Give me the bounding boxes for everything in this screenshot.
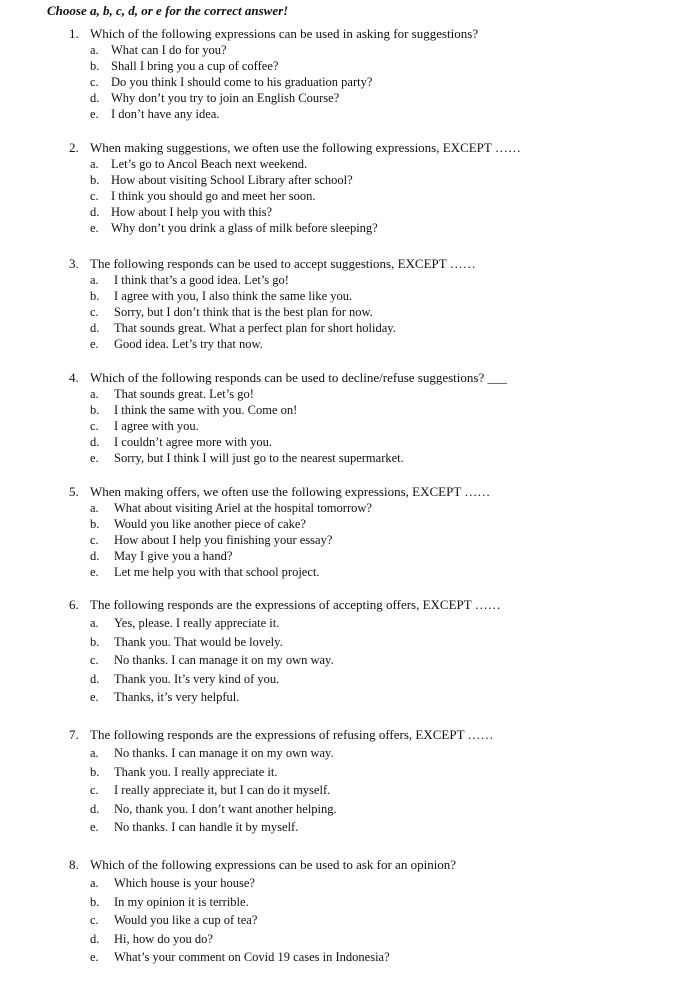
option-letter: d. xyxy=(90,549,100,563)
question-line xyxy=(0,370,699,387)
option-text: Which house is your house? xyxy=(114,876,255,890)
option-letter: e. xyxy=(90,221,99,235)
instruction: Choose a, b, c, d, or e for the correct answer! xyxy=(47,3,289,18)
option-text: I think you should go and meet her soon. xyxy=(111,189,316,203)
option-d[interactable] xyxy=(0,672,699,690)
question-1 xyxy=(0,26,699,123)
option-a[interactable] xyxy=(0,501,699,517)
option-text: Yes, please. I really appreciate it. xyxy=(114,616,280,630)
question-text: Which of the following expressions can be used in asking for suggestions? xyxy=(90,26,479,41)
option-text: No thanks. I can manage it on my own way. xyxy=(114,653,334,667)
option-letter: b. xyxy=(90,517,100,531)
question-line xyxy=(0,857,699,876)
option-c[interactable] xyxy=(0,419,699,435)
option-text: How about I help you with this? xyxy=(111,205,273,219)
question-text: Which of the following expressions can be used to ask for an opinion? xyxy=(90,857,457,872)
question-number: 4. xyxy=(69,370,79,385)
question-line xyxy=(0,727,699,746)
option-letter: b. xyxy=(90,765,100,779)
option-d[interactable] xyxy=(0,802,699,820)
question-3 xyxy=(0,256,699,353)
option-text: Would you like a cup of tea? xyxy=(114,913,258,927)
option-letter: a. xyxy=(90,387,99,401)
option-letter: c. xyxy=(90,189,99,203)
option-text: Thanks, it’s very helpful. xyxy=(114,690,240,704)
option-letter: e. xyxy=(90,451,99,465)
option-text: Why don’t you try to join an English Course? xyxy=(111,91,340,105)
option-d[interactable] xyxy=(0,205,699,221)
option-letter: a. xyxy=(90,501,99,515)
question-text: The following responds are the expressions of accepting offers, EXCEPT …… xyxy=(90,597,501,612)
question-line xyxy=(0,256,699,273)
option-a[interactable] xyxy=(0,616,699,635)
option-text: I couldn’t agree more with you. xyxy=(114,435,273,449)
option-letter: d. xyxy=(90,321,100,335)
option-text: I agree with you. xyxy=(114,419,199,433)
option-text: In my opinion it is terrible. xyxy=(114,895,249,909)
option-e[interactable] xyxy=(0,221,699,237)
option-letter: b. xyxy=(90,59,100,73)
option-letter: c. xyxy=(90,75,99,89)
option-b[interactable] xyxy=(0,403,699,419)
option-text: That sounds great. What a perfect plan for short holiday. xyxy=(114,321,396,335)
option-letter: b. xyxy=(90,635,100,649)
option-letter: d. xyxy=(90,932,100,946)
option-d[interactable] xyxy=(0,91,699,107)
question-number: 5. xyxy=(69,484,79,499)
option-e[interactable] xyxy=(0,820,699,838)
option-text: Thank you. I really appreciate it. xyxy=(114,765,278,779)
question-line xyxy=(0,26,699,43)
option-text: I really appreciate it, but I can do it myself. xyxy=(114,783,331,797)
option-letter: c. xyxy=(90,913,99,927)
option-text: Would you like another piece of cake? xyxy=(114,517,306,531)
option-b[interactable] xyxy=(0,635,699,653)
option-e[interactable] xyxy=(0,690,699,708)
question-number: 6. xyxy=(69,597,79,612)
question-number: 1. xyxy=(69,26,79,41)
question-line xyxy=(0,597,699,616)
question-text: Which of the following responds can be used to decline/refuse suggestions? ___ xyxy=(90,370,507,385)
option-e[interactable] xyxy=(0,565,699,581)
question-2 xyxy=(0,140,699,237)
option-text: How about visiting School Library after school? xyxy=(111,173,353,187)
option-c[interactable] xyxy=(0,533,699,549)
option-text: No, thank you. I don’t want another helping. xyxy=(114,802,337,816)
option-text: I think that’s a good idea. Let’s go! xyxy=(114,273,289,287)
option-e[interactable] xyxy=(0,451,699,467)
option-letter: b. xyxy=(90,173,100,187)
option-c[interactable] xyxy=(0,783,699,802)
option-letter: a. xyxy=(90,273,99,287)
option-a[interactable] xyxy=(0,157,699,173)
option-text: I think the same with you. Come on! xyxy=(114,403,298,417)
question-8 xyxy=(0,857,699,968)
option-text: Thank you. It’s very kind of you. xyxy=(114,672,280,686)
option-text: Thank you. That would be lovely. xyxy=(114,635,283,649)
option-letter: e. xyxy=(90,565,99,579)
option-text: Let’s go to Ancol Beach next weekend. xyxy=(111,157,308,171)
option-letter: d. xyxy=(90,802,100,816)
option-a[interactable] xyxy=(0,387,699,403)
option-letter: d. xyxy=(90,91,100,105)
option-letter: a. xyxy=(90,746,99,760)
option-letter: c. xyxy=(90,305,99,319)
question-4 xyxy=(0,370,699,467)
option-letter: e. xyxy=(90,950,99,964)
option-letter: e. xyxy=(90,820,99,834)
question-text: When making suggestions, we often use the following expressions, EXCEPT …… xyxy=(90,140,521,155)
option-d[interactable] xyxy=(0,321,699,337)
option-a[interactable] xyxy=(0,746,699,765)
option-letter: e. xyxy=(90,107,99,121)
option-letter: e. xyxy=(90,690,99,704)
option-text: Why don’t you drink a glass of milk before sleeping? xyxy=(111,221,378,235)
question-number: 8. xyxy=(69,857,79,872)
option-letter: c. xyxy=(90,653,99,667)
option-letter: e. xyxy=(90,337,99,351)
option-letter: b. xyxy=(90,403,100,417)
option-letter: b. xyxy=(90,895,100,909)
option-text: Do you think I should come to his graduation party? xyxy=(111,75,373,89)
option-d[interactable] xyxy=(0,549,699,565)
option-text: Let me help you with that school project. xyxy=(114,565,320,579)
option-b[interactable] xyxy=(0,59,699,75)
question-number: 3. xyxy=(69,256,79,271)
option-e[interactable] xyxy=(0,107,699,123)
option-a[interactable] xyxy=(0,273,699,289)
option-text: Sorry, but I think I will just go to the nearest supermarket. xyxy=(114,451,404,465)
option-d[interactable] xyxy=(0,932,699,950)
option-letter: c. xyxy=(90,533,99,547)
option-b[interactable] xyxy=(0,765,699,783)
option-d[interactable] xyxy=(0,435,699,451)
option-letter: a. xyxy=(90,43,99,57)
option-text: Good idea. Let’s try that now. xyxy=(114,337,263,351)
question-6 xyxy=(0,597,699,708)
question-text: The following responds can be used to accept suggestions, EXCEPT …… xyxy=(90,256,476,271)
option-b[interactable] xyxy=(0,289,699,305)
option-text: No thanks. I can handle it by myself. xyxy=(114,820,299,834)
option-c[interactable] xyxy=(0,913,699,932)
option-text: What about visiting Ariel at the hospital tomorrow? xyxy=(114,501,372,515)
option-a[interactable] xyxy=(0,43,699,59)
option-text: How about I help you finishing your essay? xyxy=(114,533,333,547)
option-text: Shall I bring you a cup of coffee? xyxy=(111,59,279,73)
option-b[interactable] xyxy=(0,173,699,189)
question-number: 2. xyxy=(69,140,79,155)
option-c[interactable] xyxy=(0,75,699,91)
option-e[interactable] xyxy=(0,950,699,968)
question-line xyxy=(0,140,699,157)
option-text: What can I do for you? xyxy=(111,43,227,57)
question-text: When making offers, we often use the following expressions, EXCEPT …… xyxy=(90,484,491,499)
option-letter: a. xyxy=(90,876,99,890)
question-5 xyxy=(0,484,699,581)
option-b[interactable] xyxy=(0,895,699,913)
option-letter: d. xyxy=(90,672,100,686)
option-letter: d. xyxy=(90,205,100,219)
option-letter: c. xyxy=(90,783,99,797)
option-b[interactable] xyxy=(0,517,699,533)
option-letter: a. xyxy=(90,157,99,171)
option-letter: d. xyxy=(90,435,100,449)
option-text: May I give you a hand? xyxy=(114,549,233,563)
question-text: The following responds are the expressions of refusing offers, EXCEPT …… xyxy=(90,727,494,742)
option-e[interactable] xyxy=(0,337,699,353)
option-text: Sorry, but I don’t think that is the best plan for now. xyxy=(114,305,373,319)
option-text: I don’t have any idea. xyxy=(111,107,220,121)
option-text: I agree with you, I also think the same like you. xyxy=(114,289,353,303)
question-7 xyxy=(0,727,699,838)
question-line xyxy=(0,484,699,501)
option-text: No thanks. I can manage it on my own way. xyxy=(114,746,334,760)
option-text: What’s your comment on Covid 19 cases in Indonesia? xyxy=(114,950,390,964)
option-letter: b. xyxy=(90,289,100,303)
option-text: Hi, how do you do? xyxy=(114,932,213,946)
option-c[interactable] xyxy=(0,305,699,321)
option-c[interactable] xyxy=(0,653,699,672)
option-text: That sounds great. Let’s go! xyxy=(114,387,254,401)
option-letter: c. xyxy=(90,419,99,433)
option-a[interactable] xyxy=(0,876,699,895)
option-letter: a. xyxy=(90,616,99,630)
question-number: 7. xyxy=(69,727,79,742)
option-c[interactable] xyxy=(0,189,699,205)
